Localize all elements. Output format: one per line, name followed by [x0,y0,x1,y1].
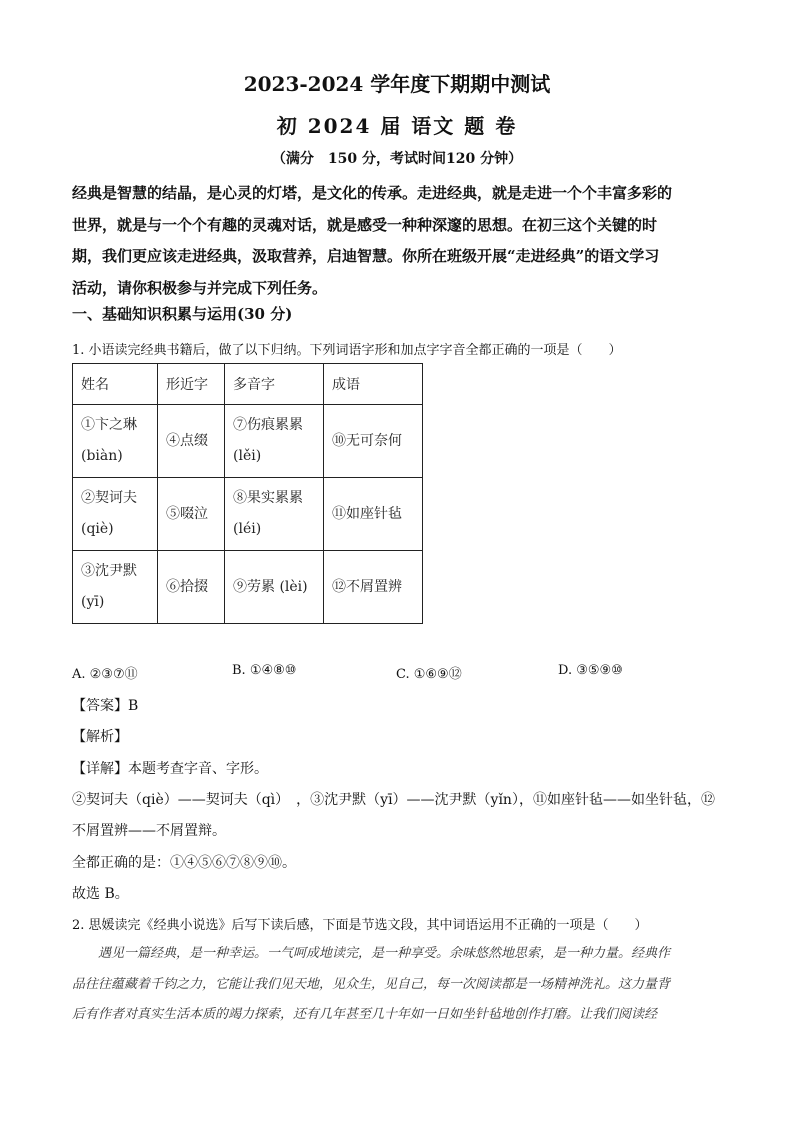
explanation-line: 故选 B。 [72,886,129,902]
intro-line: 世界，就是与一个个有趣的灵魂对话，就是感受一种种深邃的思想。在初三这个关键的时 [72,215,658,234]
header-cell: 多音字 [225,364,324,405]
answer-label: 【答案】B [72,698,139,714]
exam-title: 2023-2024 学年度下期期中测试 [243,72,551,96]
detail-label: 【详解】本题考查字音、字形。 [72,761,268,777]
option-c: C. ①⑥⑨⑫ [396,667,462,682]
table-cell: ④点缀 [158,405,225,478]
table-cell: ③沈尹默 (yī) [73,551,158,624]
question-2-stem: 2. 思媛读完《经典小说选》后写下读后感，下面是节选文段，其中词语运用不正确的一项是（ ） [72,918,648,933]
intro-line: 期，我们更应该走进经典，汲取营养，启迪智慧。你所在班级开展“走进经典”的语文学习 [72,247,660,265]
section-heading: 一、基础知识积累与运用(30 分) [72,305,293,323]
option-d: D. ③⑤⑨⑩ [558,663,623,678]
table-cell: ⑤啜泣 [158,478,225,551]
table-cell: ⑪如座针毡 [324,478,423,551]
exam-subtitle: 初 2024 届 语文 题 卷 [276,114,518,138]
explanation-line: 全都正确的是：①④⑤⑥⑦⑧⑨⑩。 [72,855,296,871]
table-row [73,478,423,551]
analysis-label: 【解析】 [72,729,128,745]
exam-note: （满分 150 分，考试时间120 分钟） [271,151,523,167]
table-cell: ⑫不屑置辨 [324,551,423,624]
table-header-row [73,364,423,405]
table-cell: ⑥拾掇 [158,551,225,624]
table-cell: ⑧果实累累 (léi) [225,478,324,551]
question-1-table [72,363,423,624]
intro-line: 经典是智慧的结晶，是心灵的灯塔，是文化的传承。走进经典，就是走进一个个丰富多彩的 [72,184,673,202]
table-row [73,551,423,624]
intro-line: 活动，请你积极参与并完成下列任务。 [72,278,328,297]
table-cell: ⑩无可奈何 [324,405,423,478]
header-cell: 形近字 [158,364,225,405]
passage-line: 后有作者对真实生活本质的竭力探索，还有几年甚至几十年如一日如坐针毡地创作打磨。让我们阅读经 [72,1007,658,1022]
passage-line: 品往往蕴藏着千钧之力，它能让我们见天地，见众生，见自己，每一次阅读都是一场精神洗礼。这力量背 [72,976,671,992]
header-cell: 成语 [324,364,423,405]
option-a: A. ②③⑦⑪ [72,667,138,682]
table-cell: ⑦伤痕累累 (lěi) [225,405,324,478]
table-cell: ⑨劳累 (lèi) [225,551,324,624]
intro-paragraph [72,178,724,304]
table-cell: ①卞之琳 (biàn) [73,405,158,478]
passage-line: 遇见一篇经典，是一种幸运。一气呵成地读完，是一种享受。余味悠然地思索，是一种力量。经典作 [72,946,671,961]
header-cell: 姓名 [73,364,158,405]
explanation-line: ②契诃夫（qiè）——契诃夫（qì） ，③沈尹默（yī）——沈尹默（yǐn），⑪如座针毡——如坐针毡，⑫ [72,792,715,808]
question-1-stem: 1. 小语读完经典书籍后，做了以下归纳。下列词语字形和加点字字音全都正确的一项是（ ） [72,343,622,358]
table-row [73,405,423,478]
option-b: B. ①④⑧⑩ [232,663,297,678]
table-cell: ②契诃夫 (qiè) [73,478,158,551]
explanation-line: 不屑置辨——不屑置辩。 [72,823,226,839]
question-2-passage [72,939,724,1031]
